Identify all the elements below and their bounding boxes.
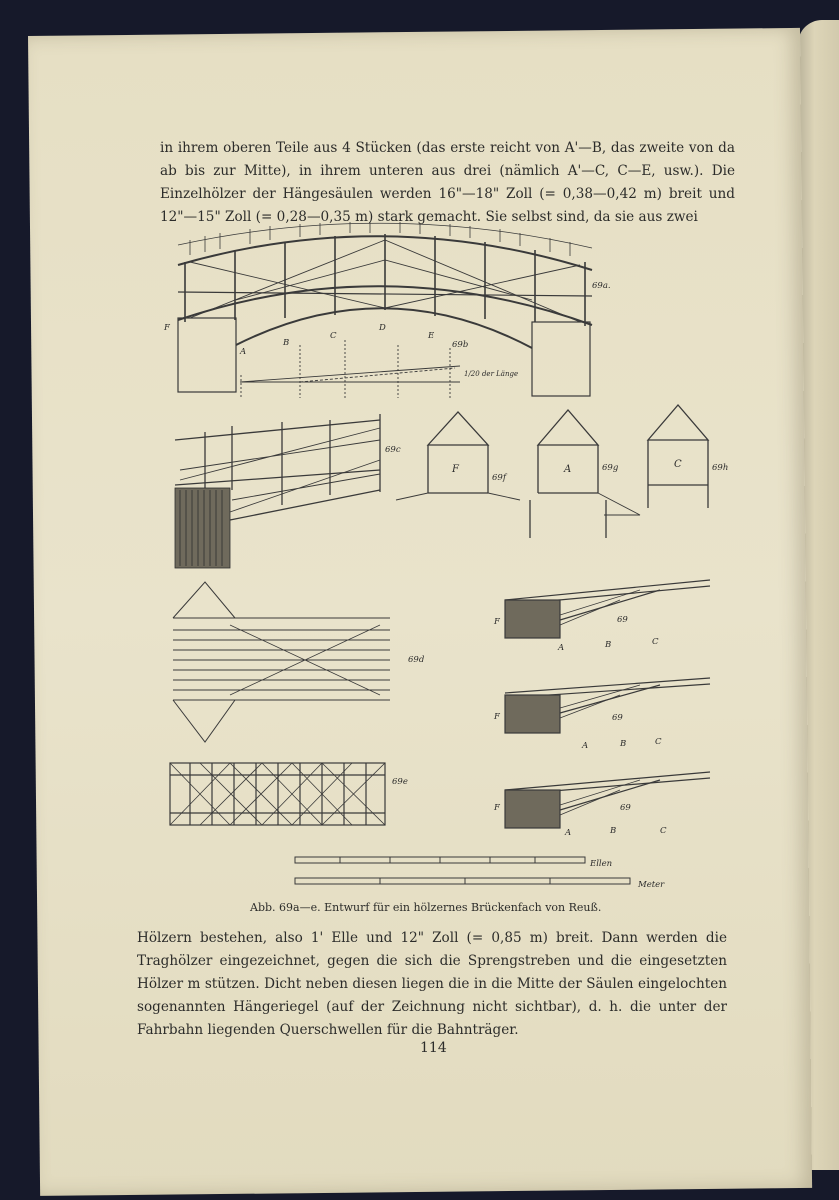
label-69e: 69e <box>392 777 408 787</box>
top-paragraph: in ihrem oberen Teile aus 4 Stücken (das erste reicht von A'—B, das zweite von da ab bis zur Mitte), in ihrem unteren aus drei (nämlich A'—C, C—E, usw.). Die Einzelhölzer der Hängesäulen werden 16"—18" Zoll (= 0,38—0,42 m) breit und 12"—15" Zoll (= 0,28—0,35 m) stark gemacht. Sie selbst sind, da sie aus zwei <box>160 140 735 225</box>
label-69c: 69c <box>385 445 401 455</box>
label-c-section: C <box>674 459 682 470</box>
abutment-hatch <box>175 488 230 568</box>
figure-69a-bridge-elevation <box>178 222 592 396</box>
scale-label-ellen: Ellen <box>590 859 613 869</box>
label-right-f-2: F <box>494 712 500 722</box>
figure-right-truss-2 <box>505 678 710 733</box>
label-right-f-1: F <box>494 617 500 627</box>
label-d: D <box>379 323 386 333</box>
label-69d: 69d <box>408 655 425 665</box>
label-c: C <box>330 331 337 341</box>
label-right-c-1: C <box>652 637 659 647</box>
label-a-section: A <box>564 464 572 475</box>
label-69h: 69h <box>712 463 729 473</box>
figure-69h-section <box>648 405 708 508</box>
figure-69e-grid <box>170 763 385 825</box>
figure-69f-section <box>396 412 520 500</box>
figure-right-truss-1 <box>505 580 710 638</box>
figure-caption: Abb. 69a—e. Entwurf für ein hölzernes Brückenfach von Reuß. <box>250 901 602 914</box>
label-69b-note: 1/20 der Länge <box>464 370 519 378</box>
label-right-69-2: 69 <box>612 713 623 723</box>
label-69g: 69g <box>602 463 619 473</box>
label-right-c-3: C <box>660 826 667 836</box>
page-number: 114 <box>420 1040 447 1056</box>
label-right-b-3: B <box>610 826 617 836</box>
label-right-b-1: B <box>605 640 612 650</box>
figure-69b-line-diagram <box>240 340 460 398</box>
label-69b: 69b <box>452 340 469 350</box>
figure-right-truss-3 <box>505 772 710 828</box>
label-right-a-3: A <box>565 828 572 838</box>
scale-bars <box>295 857 630 884</box>
label-69a: 69a. <box>592 281 611 291</box>
scale-label-meter: Meter <box>638 880 665 890</box>
label-f-section: F <box>452 464 459 475</box>
label-right-b-2: B <box>620 739 627 749</box>
figure-69d-plan <box>173 582 390 742</box>
label-69f: 69f <box>492 473 506 483</box>
label-e: E <box>428 331 435 341</box>
label-f: F <box>164 323 170 333</box>
label-right-69-3: 69 <box>620 803 631 813</box>
label-right-a-1: A <box>558 643 565 653</box>
label-right-69-1: 69 <box>617 615 628 625</box>
bottom-paragraph: Hölzern bestehen, also 1' Elle und 12" Zoll (= 0,85 m) breit. Dann werden die Traghölzer eingezeichnet, gegen die sich die Sprengstreben und die eingesetzten Hölzer m stützen. Dicht neben diesen liegen die in die Mitte der Säulen eingelochten sogenannten Hängeriegel (auf der Zeichnung nicht sichtbar), d. h. die unter der Fahrbahn liegenden Querschwellen für die Bahnträger. <box>137 930 727 1038</box>
label-b: B <box>283 338 290 348</box>
label-right-f-3: F <box>494 803 500 813</box>
figure-69g-section <box>530 410 640 538</box>
label-a: A <box>240 347 247 357</box>
label-right-a-2: A <box>582 741 589 751</box>
label-right-c-2: C <box>655 737 662 747</box>
